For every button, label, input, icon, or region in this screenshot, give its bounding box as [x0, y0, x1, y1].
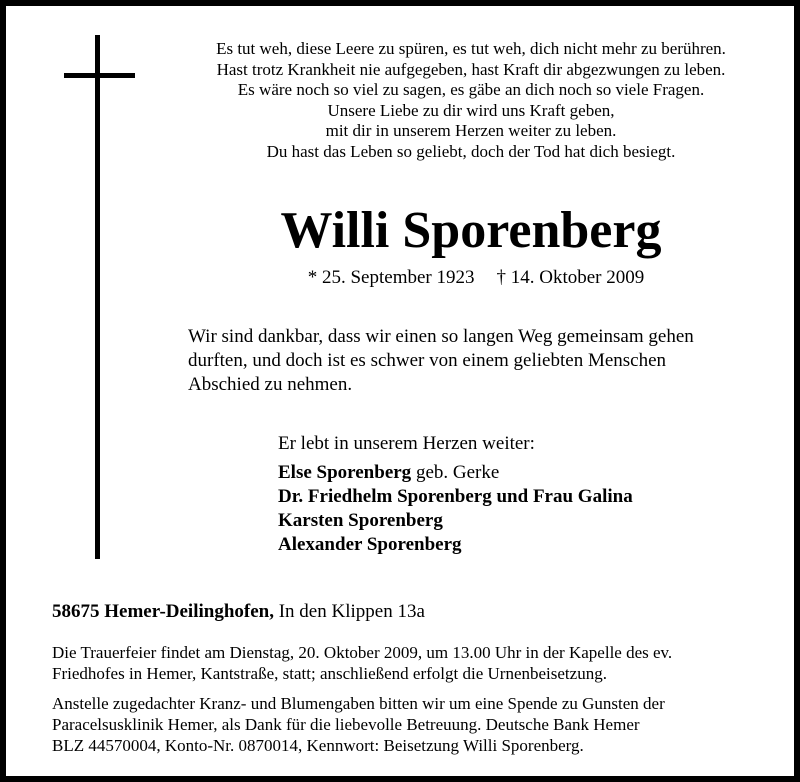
thanks-line: Abschied zu nehmen.: [188, 374, 353, 395]
cross-horizontal-bar: [64, 73, 135, 78]
address-place: 58675 Hemer-Deilinghofen,: [52, 601, 274, 622]
poem: [156, 39, 786, 162]
address-street: In den Klippen 13a: [273, 601, 425, 622]
survivor-entry: [278, 509, 778, 533]
donation-line: Anstelle zugedachter Kranz- und Blumengaben bitten wir um eine Spende zu Gunsten der: [52, 694, 665, 713]
survivor-entry: [278, 461, 778, 485]
death-date: † 14. Oktober 2009: [496, 267, 645, 288]
thanks-line: Wir sind dankbar, dass wir einen so langen Weg gemeinsam gehen: [188, 326, 694, 347]
poem-line: Unsere Liebe zu dir wird uns Kraft geben,: [327, 100, 615, 120]
survivor-name: Dr. Friedhelm Sporenberg und Frau Galina: [278, 486, 633, 507]
cross-vertical-bar: [95, 35, 100, 559]
family-address: [52, 600, 772, 624]
funeral-line: Friedhofes in Hemer, Kantstraße, statt; anschließend erfolgt die Urnenbeisetzung.: [52, 664, 607, 683]
birth-date: * 25. September 1923: [307, 267, 475, 288]
survivor-name: Karsten Sporenberg: [278, 510, 443, 531]
thanks-line: durften, und doch ist es schwer von einem geliebten Menschen: [188, 350, 667, 371]
funeral-line: Die Trauerfeier findet am Dienstag, 20. Oktober 2009, um 13.00 Uhr in der Kapelle des ev.: [52, 643, 673, 662]
poem-line: Es wäre noch so viel zu sagen, es gäbe an dich noch so viele Fragen.: [237, 80, 705, 99]
donation-line: BLZ 44570004, Konto-Nr. 0870014, Kennwort: Beisetzung Willi Sporenberg.: [52, 736, 584, 755]
survivors-intro: Er lebt in unserem Herzen weiter:: [278, 433, 535, 454]
survivors-block: [278, 432, 778, 557]
survivor-name: Else Sporenberg: [278, 462, 412, 483]
poem-line: Du hast das Leben so geliebt, doch der Tod hat dich besiegt.: [266, 141, 676, 161]
survivor-entry: [278, 533, 778, 557]
deceased-name: Willi Sporenberg: [280, 202, 662, 259]
poem-line: mit dir in unserem Herzen weiter zu leben.: [325, 121, 617, 140]
survivor-entry: [278, 485, 778, 509]
donation-info: [52, 693, 782, 756]
funeral-info: [52, 642, 782, 684]
poem-line: Hast trotz Krankheit nie aufgegeben, hast Kraft dir abgezwungen zu leben.: [216, 59, 726, 79]
poem-line: Es tut weh, diese Leere zu spüren, es tut weh, dich nicht mehr zu berühren.: [216, 39, 726, 58]
survivor-name: Alexander Sporenberg: [278, 534, 462, 555]
thanks-text: [188, 325, 788, 397]
survivor-note: geb. Gerke: [411, 462, 500, 483]
life-dates: [186, 266, 766, 290]
donation-line: Paracelsusklinik Hemer, als Dank für die liebevolle Betreuung. Deutsche Bank Hemer: [52, 715, 640, 734]
